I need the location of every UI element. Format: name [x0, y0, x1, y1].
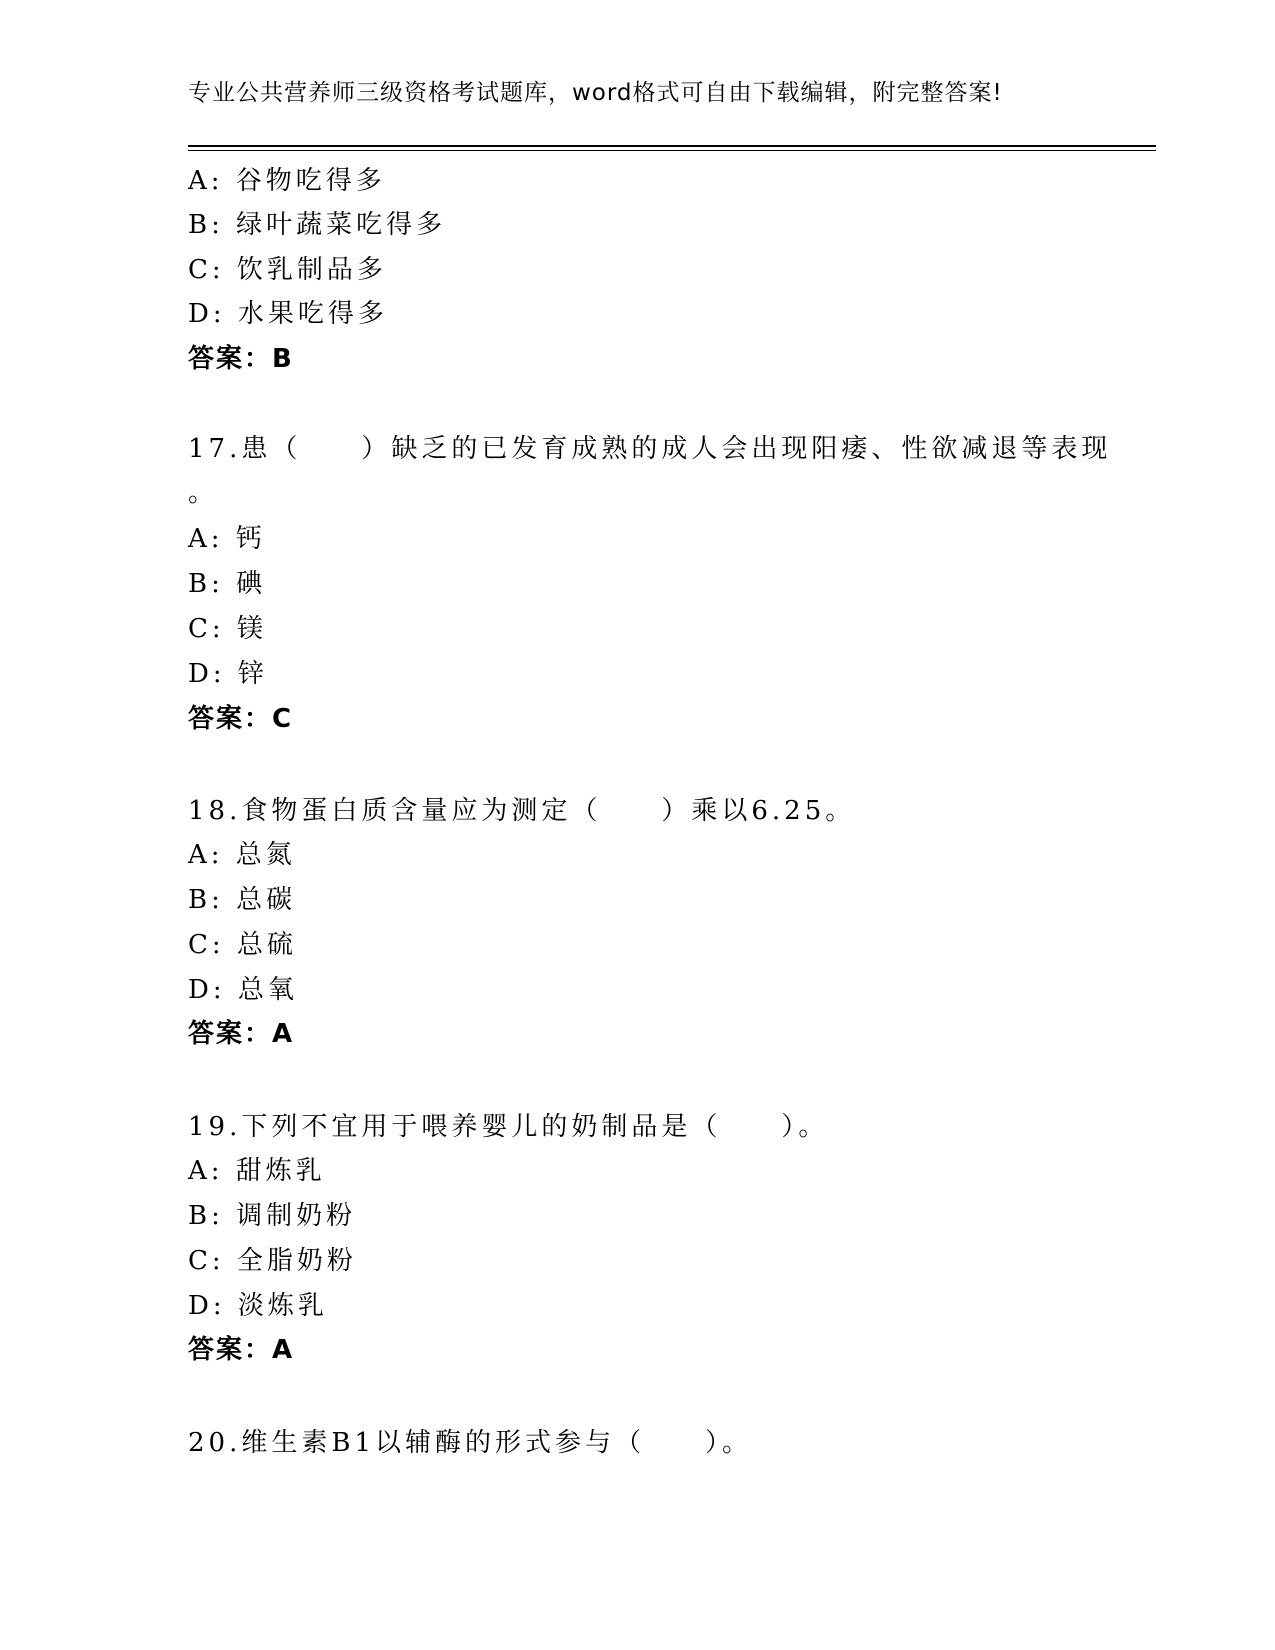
q18-stem: 18.食物蛋白质含量应为测定（ ）乘以6.25。 [188, 796, 856, 826]
q18-option-a: A: 总氮 [188, 840, 296, 870]
q17-answer: 答案：C [188, 704, 294, 734]
q16-option-c: C: 饮乳制品多 [188, 255, 387, 285]
q17-option-d: D: 锌 [188, 659, 268, 689]
q19-option-b: B: 调制奶粉 [188, 1201, 357, 1231]
page-header: 专业公共营养师三级资格考试题库，word格式可自由下载编辑，附完整答案! [188, 80, 1003, 106]
q17-option-a: A: 钙 [188, 524, 266, 554]
q18-option-b: B: 总碳 [188, 885, 297, 915]
q20-stem: 20.维生素B1以辅酶的形式参与（ ）。 [188, 1428, 752, 1458]
q19-option-c: C: 全脂奶粉 [188, 1246, 357, 1276]
q18-answer: 答案：A [188, 1019, 295, 1049]
header-rule-thin [188, 150, 1156, 151]
header-rule-thick [188, 145, 1156, 147]
q17-option-c: C: 镁 [188, 614, 267, 644]
q16-option-a: A: 谷物吃得多 [188, 166, 386, 196]
q17-stem: 17.患（ ）缺乏的已发育成熟的成人会出现阳痿、性欲减退等表现 [188, 434, 1112, 464]
q19-stem: 19.下列不宜用于喂养婴儿的奶制品是（ ）。 [188, 1112, 829, 1142]
q16-option-b: B: 绿叶蔬菜吃得多 [188, 210, 447, 240]
q18-option-c: C: 总硫 [188, 930, 297, 960]
q17-option-b: B: 碘 [188, 569, 267, 599]
q16-option-d: D: 水果吃得多 [188, 299, 388, 329]
q16-answer: 答案：B [188, 344, 294, 374]
q18-option-d: D: 总氧 [188, 975, 298, 1005]
q19-option-d: D: 淡炼乳 [188, 1291, 328, 1321]
q19-option-a: A: 甜炼乳 [188, 1156, 326, 1186]
q17-stem-continued: 。 [188, 478, 219, 508]
q19-answer: 答案：A [188, 1335, 295, 1365]
